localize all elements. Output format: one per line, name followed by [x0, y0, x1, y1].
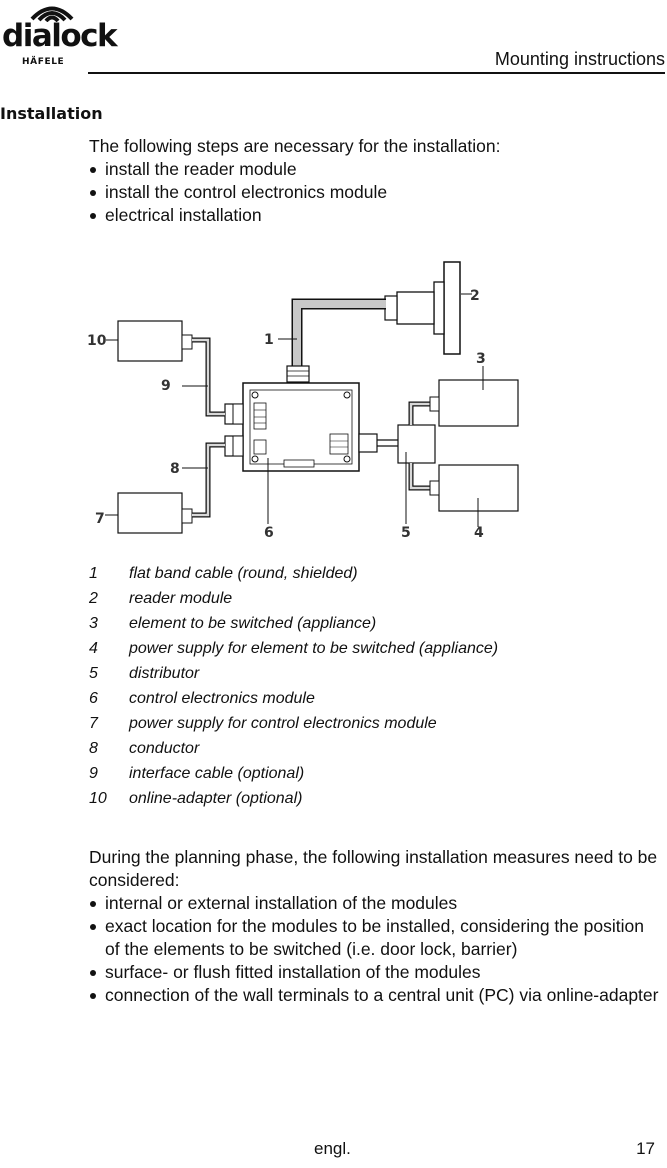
planning-list	[89, 892, 659, 1007]
list-item: internal or external installation of the modules	[89, 892, 659, 915]
switched-element	[430, 380, 518, 426]
legend-item: 6 control electronics module	[89, 690, 315, 707]
control-electronics-module	[225, 383, 398, 471]
legend-item: 10 online-adapter (optional)	[89, 790, 303, 807]
callout-2: 2	[470, 288, 480, 304]
distributor	[398, 404, 435, 488]
legend-item: 4 power supply for element to be switched (appliance)	[89, 640, 499, 657]
control-power-supply	[118, 445, 225, 533]
list-item: install the control electronics module	[89, 181, 500, 204]
planning-intro: During the planning phase, the following installation measures need to be considered:	[89, 847, 658, 890]
legend-item: 9 interface cable (optional)	[89, 765, 305, 782]
callout-8: 8	[170, 461, 180, 477]
list-item: exact location for the modules to be installed, considering the position of the elements to be switched (i.e. door lock, barrier)	[89, 915, 659, 961]
page-number: 17	[636, 1139, 655, 1158]
legend-item: 5 distributor	[89, 665, 200, 682]
callout-9: 9	[161, 378, 171, 394]
flat-band-cable	[287, 304, 386, 382]
callout-10: 10	[87, 333, 107, 349]
callout-5: 5	[401, 525, 411, 541]
appliance-power-supply	[430, 465, 518, 511]
list-item: surface- or flush fitted installation of the modules	[89, 961, 659, 984]
reader-module	[385, 262, 460, 354]
callout-6: 6	[264, 525, 274, 541]
installation-intro	[89, 135, 500, 227]
page-header-title: Mounting instructions	[494, 49, 665, 69]
list-item: connection of the wall terminals to a central unit (PC) via online-adapter	[89, 984, 659, 1007]
installation-steps-list	[89, 158, 500, 227]
intro-text: The following steps are necessary for the installation:	[89, 136, 501, 156]
section-title: Installation	[0, 104, 103, 123]
legend-item: 8 conductor	[89, 740, 200, 757]
footer-language: engl.	[314, 1139, 351, 1158]
diagram-legend	[89, 561, 498, 811]
legend-item: 1 flat band cable (round, shielded)	[89, 565, 358, 582]
callout-7: 7	[95, 511, 105, 527]
online-adapter	[118, 321, 225, 414]
logo-wordmark: dialock	[2, 18, 117, 54]
header-divider	[88, 72, 665, 74]
installation-wiring-diagram	[0, 240, 667, 550]
callout-3: 3	[476, 351, 486, 367]
legend-item: 3 element to be switched (appliance)	[89, 615, 377, 632]
callout-4: 4	[474, 525, 484, 541]
logo-brand: HÄFELE	[22, 57, 65, 67]
callout-1: 1	[264, 332, 274, 348]
legend-item: 2 reader module	[89, 590, 233, 607]
list-item: electrical installation	[89, 204, 500, 227]
planning-section	[89, 846, 659, 1007]
legend-item: 7 power supply for control electronics module	[89, 715, 437, 732]
list-item: install the reader module	[89, 158, 500, 181]
dialock-logo	[0, 0, 117, 72]
